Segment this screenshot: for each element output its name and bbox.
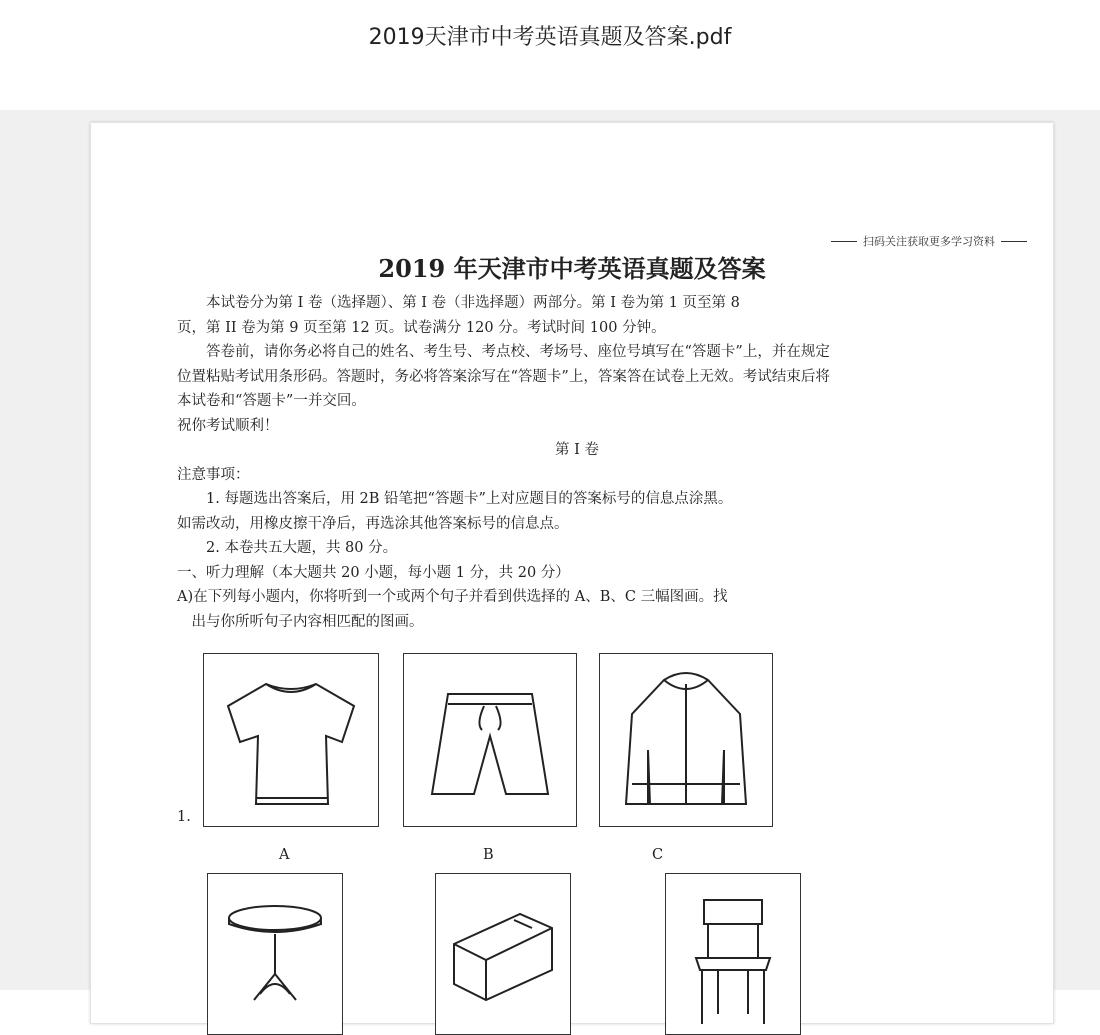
text-line: 本试卷和“答题卡”一并交回。 — [177, 393, 366, 409]
text-line: 1. 每题选出答案后，用 2B 铅笔把“答题卡”上对应题目的答案标号的信息点涂黑。 — [206, 491, 733, 507]
watermark-line-right — [1001, 241, 1027, 242]
watermark — [831, 233, 1027, 249]
option-b-picture — [403, 653, 577, 827]
q2-option-a-picture — [207, 873, 343, 1035]
option-c-label: C — [652, 847, 664, 863]
text-line: A)在下列每小题内，你将听到一个或两个句子并看到供选择的 A、B、C 三幅图画。找 — [177, 589, 728, 605]
text-line: 答卷前，请你务必将自己的姓名、考生号、考点校、考场号、座位号填写在“答题卡”上，并在规定 — [206, 344, 830, 360]
option-c-picture — [599, 653, 773, 827]
q2-option-c-picture — [665, 873, 801, 1035]
watermark-text: 扫码关注获取更多学习资料 — [863, 235, 995, 248]
bed-icon — [436, 874, 570, 1034]
watermark-line-left — [831, 241, 857, 242]
pdf-page — [90, 122, 1054, 1024]
text-line: 出与你所听句子内容相匹配的图画。 — [191, 613, 424, 630]
table-icon — [208, 874, 342, 1034]
question-number: 1. — [177, 809, 191, 825]
text-line: 本试卷分为第 I 卷（选择题）、第 I 卷（非选择题）两部分。第 I 卷为第 1 页至第 8 — [206, 295, 740, 311]
text-line: 注意事项： — [177, 466, 250, 483]
viewer-header — [0, 0, 1100, 110]
option-a-picture — [203, 653, 379, 827]
chair-icon — [666, 874, 800, 1034]
shorts-icon — [404, 654, 576, 826]
text-line: 2. 本卷共五大题，共 80 分。 — [206, 540, 398, 556]
document-title: 2019天津市中考英语真题及答案.pdf — [368, 25, 732, 50]
tshirt-icon — [204, 654, 378, 826]
q2-option-b-picture — [435, 873, 571, 1035]
option-b-label: B — [483, 847, 494, 863]
text-line: 页，第 II 卷为第 9 页至第 12 页。试卷满分 120 分。考试时间 100 分钟。 — [177, 319, 666, 336]
text-line: 位置粘贴考试用条形码。答题时，务必将答案涂写在“答题卡”上，答案答在试卷上无效。考试结束后将 — [177, 368, 830, 385]
exam-title: 2019 年天津市中考英语真题及答案 — [378, 254, 766, 283]
exam-instructions — [177, 291, 977, 634]
pdf-viewer[interactable] — [0, 110, 1100, 990]
section-heading: 第 I 卷 — [555, 442, 599, 458]
text-line: 一、听力理解（本大题共 20 小题，每小题 1 分，共 20 分） — [177, 564, 570, 581]
option-a-label: A — [279, 847, 290, 863]
text-line: 如需改动，用橡皮擦干净后，再选涂其他答案标号的信息点。 — [177, 515, 569, 532]
text-line: 祝你考试顺利！ — [177, 417, 279, 434]
jacket-icon — [600, 654, 772, 826]
